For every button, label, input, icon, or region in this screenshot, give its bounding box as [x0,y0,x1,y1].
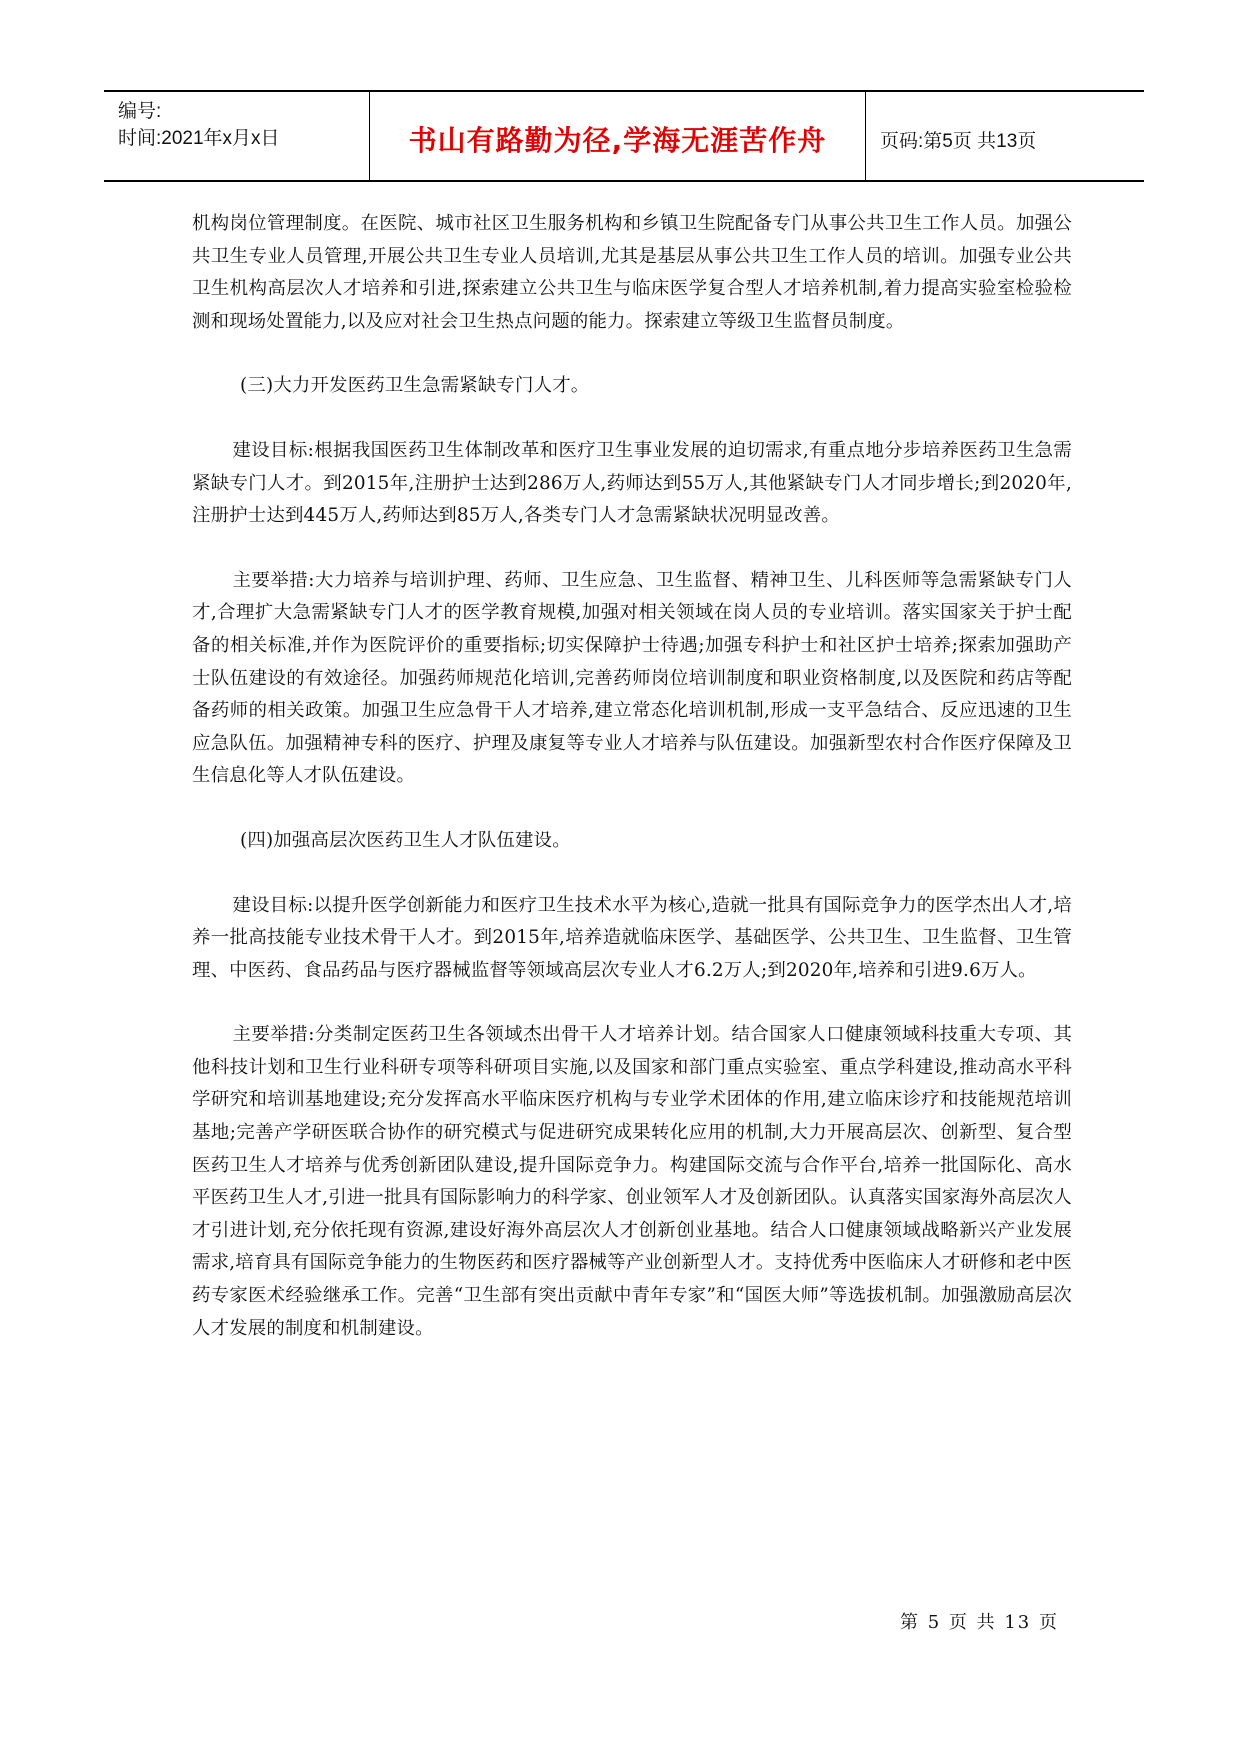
section-heading-3: (三)大力开发医药卫生急需紧缺专门人才。 [240,375,590,397]
paragraph-4: 建设目标:以提升医学创新能力和医疗卫生技术水平为核心,造就一批具有国际竞争力的医学杰出人才,培养一批高技能专业技术骨干人才。到2015年,培养造就临床医学、基础医学、公共卫生、卫生监督、卫生管理、中医药、食品药品与医疗器械监督等领域高层次专业人才6.2万人;到2020年,培养和引进9.6万人。 [192,894,1072,981]
document-time-label: 时间:2021年x月x日 [118,128,280,149]
header-page-cell [866,92,1144,180]
section-heading-4: (四)加强高层次医药卫生人才队伍建设。 [240,829,571,851]
document-header [104,90,1144,182]
document-number-label: 编号: [118,101,162,122]
header-meta-cell [104,92,370,180]
paragraph-3: 主要举措:大力培养与培训护理、药师、卫生应急、卫生监督、精神卫生、儿科医师等急需紧缺专门人才,合理扩大急需紧缺专门人才的医学教育规模,加强对相关领域在岗人员的专业培训。落实国家关于护士配备的相关标准,并作为医院评价的重要指标;切实保障护士待遇;加强专科护士和社区护士培养;探索加强助产士队伍建设的有效途径。加强药师规范化培训,完善药师岗位培训制度和职业资格制度,以及医院和药店等配备药师的相关政策。加强卫生应急骨干人才培养,建立常态化培训机制,形成一支平急结合、反应迅速的卫生应急队伍。加强精神专科的医疗、护理及康复等专业人才培养与队伍建设。加强新型农村合作医疗保障及卫生信息化等人才队伍建设。 [192,569,1072,787]
paragraph-5: 主要举措:分类制定医药卫生各领域杰出骨干人才培养计划。结合国家人口健康领域科技重大专项、其他科技计划和卫生行业科研专项等科研项目实施,以及国家和部门重点实验室、重点学科建设,推动高水平科学研究和培训基地建设;充分发挥高水平临床医疗机构与专业学术团体的作用,建立临床诊疗和技能规范培训基地;完善产学研医联合协作的研究模式与促进研究成果转化应用的机制,大力开展高层次、创新型、复合型医药卫生人才培养与优秀创新团队建设,提升国际竞争力。构建国际交流与合作平台,培养一批国际化、高水平医药卫生人才,引进一批具有国际影响力的科学家、创业领军人才及创新团队。认真落实国家海外高层次人才引进计划,充分依托现有资源,建设好海外高层次人才创新创业基地。结合人口健康领域战略新兴产业发展需求,培育具有国际竞争能力的生物医药和医疗器械等产业创新型人才。支持优秀中医临床人才研修和老中医药专家医术经验继承工作。完善“卫生部有突出贡献中青年专家”和“国医大师”等选拔机制。加强激励高层次人才发展的制度和机制建设。 [192,1024,1072,1339]
page-footer: 第 5 页 共 13 页 [900,1612,1059,1633]
header-page-label: 页码:第5页 共13页 [880,130,1037,152]
header-motto-cell [370,92,866,180]
paragraph-1: 机构岗位管理制度。在医院、城市社区卫生服务机构和乡镇卫生院配备专门从事公共卫生工作人员。加强公共卫生专业人员管理,开展公共卫生专业人员培训,尤其是基层从事公共卫生工作人员的培训。加强专业公共卫生机构高层次人才培养和引进,探索建立公共卫生与临床医学复合型人才培养机制,着力提高实验室检验检测和现场处置能力,以及应对社会卫生热点问题的能力。探索建立等级卫生监督员制度。 [192,213,1072,332]
document-body [192,208,1072,1345]
header-motto: 书山有路勤为径,学海无涯苦作舟 [408,124,827,157]
paragraph-2: 建设目标:根据我国医药卫生体制改革和医疗卫生事业发展的迫切需求,有重点地分步培养医药卫生急需紧缺专门人才。到2015年,注册护士达到286万人,药师达到55万人,其他紧缺专门人才同步增长;到2020年,注册护士达到445万人,药师达到85万人,各类专门人才急需紧缺状况明显改善。 [192,439,1072,527]
